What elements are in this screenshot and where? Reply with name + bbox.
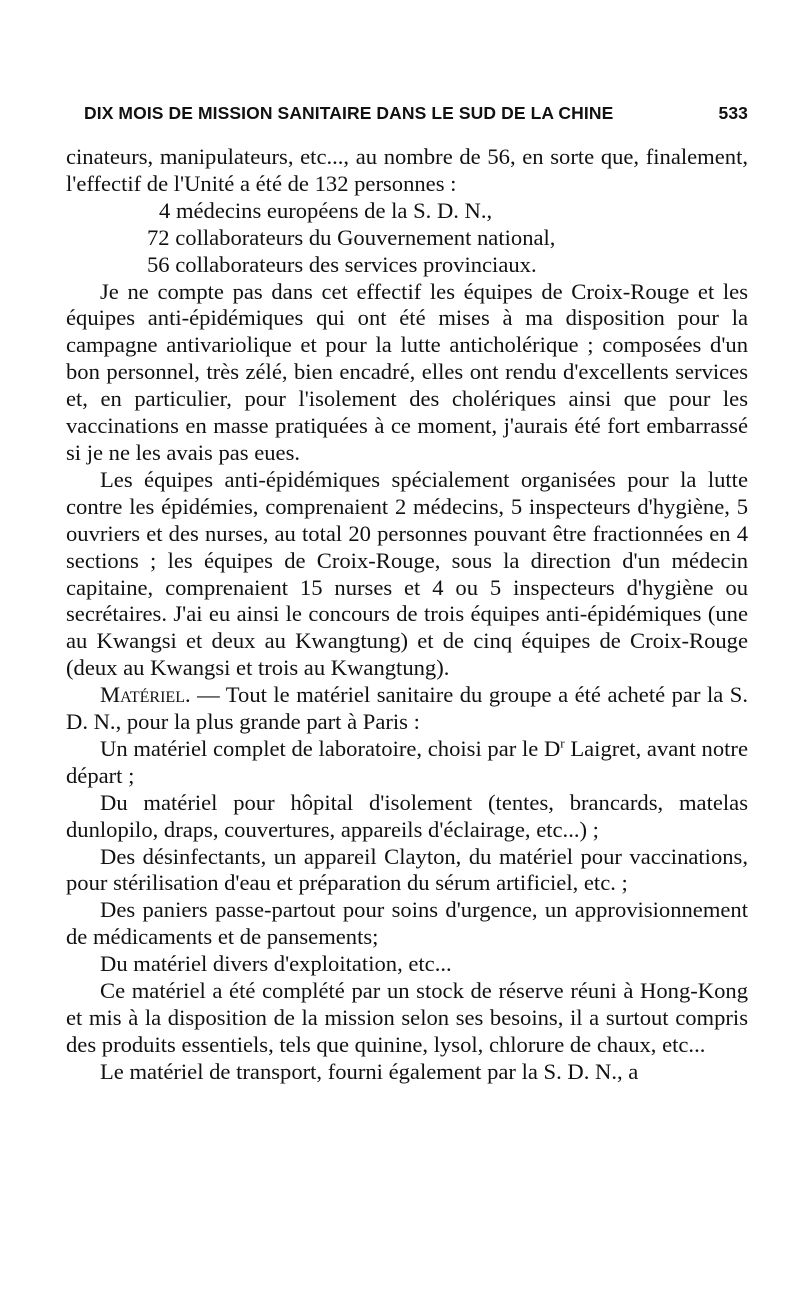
paragraph-transport: Le matériel de transport, fourni également par la S. D. N., a [100,1058,639,1084]
paragraph-hopital: Du matériel pour hôpital d'isolement (tentes, brancards, matelas dunlopilo, draps, couvertures, appareils d'éclairage, etc...) ; [66,789,748,842]
paragraph-exploitation: Du matériel divers d'exploitation, etc... [100,951,452,977]
paragraph-materiel [66,682,748,736]
paragraph-equipes: Je ne compte pas dans cet effectif les équipes de Croix-Rouge et les équipes anti-épidémiques qui ont été mises à ma disposition pour la campagne antivariolique et pour la lutte anticholérique ; composées d'un bon personnel, très zélé, bien encadré, elles ont rendu d'excellents services et, en particulier, pour l'isolement des cholériques ainsi que pour les vaccinations en masse pratiquées à ce moment, j'aurais été fort embarrassé si je ne les avais pas eues. [66,278,748,465]
paragraph-desinfectants: Des désinfectants, un appareil Clayton, du matériel pour vaccinations, pour stérilisation d'eau et préparation du sérum artificiel, etc. ; [66,843,748,896]
running-title: DIX MOIS DE MISSION SANITAIRE DANS LE SUD DE LA CHINE [84,103,614,123]
page-number: 533 [718,103,748,123]
staff-list-item: 4 médecins européens de la S. D. N., [159,197,493,223]
paragraph-materiel-text: — Tout le matériel sanitaire du groupe a été acheté par la S. D. N., pour la plus grande part à Paris : [66,682,748,735]
running-header [84,103,748,124]
paragraph-anti-epidemiques: Les équipes anti-épidémiques spécialement organisées pour la lutte contre les épidémies, comprenaient 2 médecins, 5 inspecteurs d'hygiène, 5 ouvriers et des nurses, au total 20 personnes pouvant être fractionnées en 4 sections ; les équipes de Croix-Rouge, sous la direction d'un médecin capitaine, comprenaient 15 nurses et 4 ou 5 inspecteurs d'hygiène ou secrétaires. J'ai eu ainsi le concours de trois équipes anti-épidémiques (une au Kwangsi et deux au Kwangtung) et de cinq équipes de Croix-Rouge (deux au Kwangsi et trois au Kwangtung). [66,466,748,681]
body-text [66,144,748,1086]
paragraph-laboratoire [66,736,748,790]
superscript-r: r [560,735,565,751]
section-label-materiel: Matériel. [100,682,191,708]
paragraph-laboratoire-start: Un matériel complet de laboratoire, choisi par le D [100,735,561,761]
staff-list-item: 72 collaborateurs du Gouvernement national, [147,224,556,250]
staff-list-item: 56 collaborateurs des services provinciaux. [147,251,537,277]
paragraph-laboratoire-end: Laigret, avant notre départ ; [66,735,748,788]
paragraph-continuation: cinateurs, manipulateurs, etc..., au nombre de 56, en sorte que, finalement, l'effectif de l'Unité a été de 132 personnes : [66,144,748,196]
paragraph-stock-reserve: Ce matériel a été complété par un stock de réserve réuni à Hong-Kong et mis à la disposition de la mission selon ses besoins, il a surtout compris des produits essentiels, tels que quinine, lysol, chlorure de chaux, etc... [66,978,748,1057]
paragraph-paniers: Des paniers passe-partout pour soins d'urgence, un approvisionnement de médicaments et de pansements; [66,897,748,950]
